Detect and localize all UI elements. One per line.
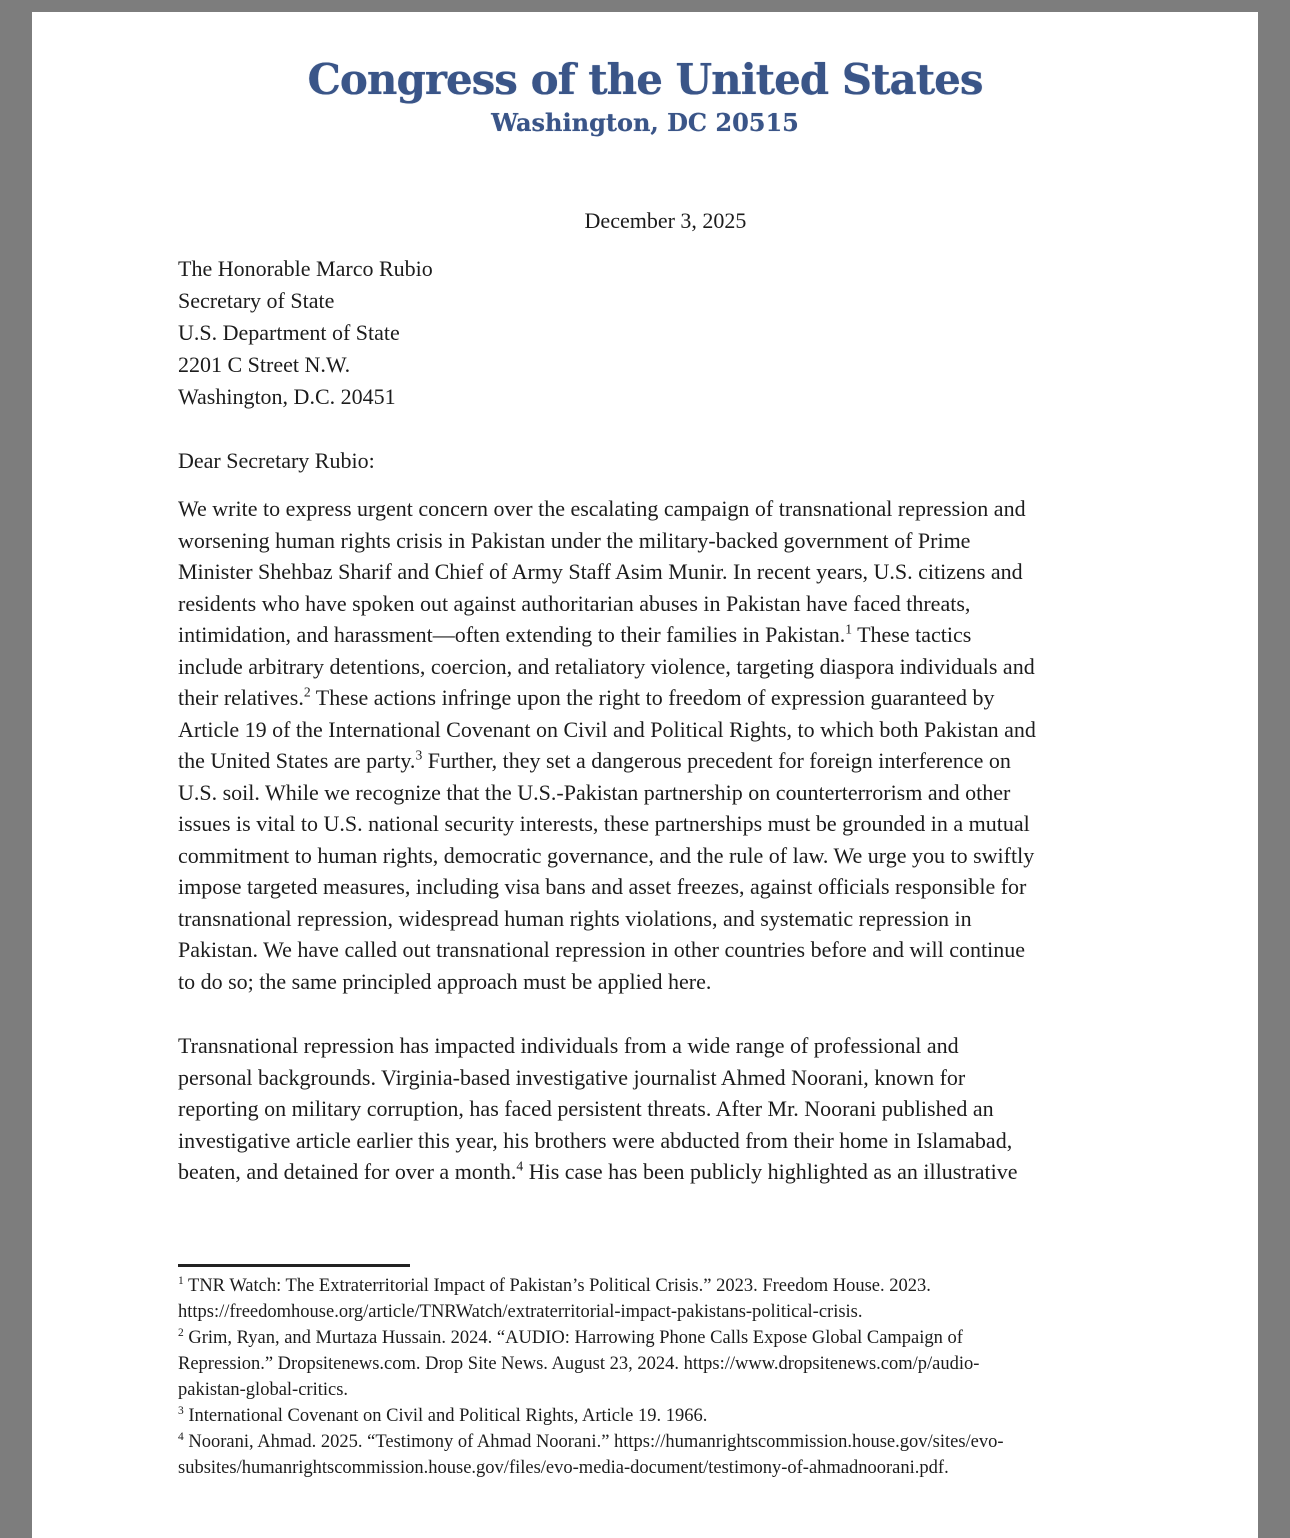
text-line: $^4$ Noorani, Ahmad. 2025. “Testimony of Ahmad Noorani.” https://humanrightscommission.house.gov/sites/evo- bbox=[178, 1430, 1004, 1452]
body-paragraph-1 bbox=[178, 493, 1153, 997]
text-line: worsening human rights crisis in Pakistan under the military-backed government of Prime bbox=[178, 527, 971, 553]
footnotes-block bbox=[178, 1273, 1153, 1481]
letterhead-title: Congress of the United States bbox=[307, 55, 983, 104]
date: December 3, 2025 bbox=[584, 208, 747, 233]
text-line: The Honorable Marco Rubio bbox=[178, 256, 433, 281]
text-line: transnational repression, widespread human rights violations, and systematic repression in bbox=[178, 905, 972, 931]
recipient-address-block bbox=[178, 253, 1153, 413]
text-line: intimidation, and harassment—often extending to their families in Pakistan.$^1$ These tactics bbox=[178, 621, 972, 647]
text-line: U.S. soil. While we recognize that the U.S.-Pakistan partnership on counterterrorism and other bbox=[178, 779, 1011, 805]
text-line: beaten, and detained for over a month.$^4$ His case has been publicly highlighted as an illustrative bbox=[178, 1158, 1018, 1184]
footnote-marker: 4 bbox=[516, 1158, 524, 1174]
text-line: investigative article earlier this year, his brothers were abducted from their home in Islamabad, bbox=[178, 1127, 1013, 1153]
text-line: Repression.” Dropsitenews.com. Drop Site News. August 23, 2024. https://www.dropsitenews.com/p/audio- bbox=[178, 1353, 980, 1374]
footnote-marker: 1 bbox=[178, 1274, 184, 1287]
body-paragraph-2 bbox=[178, 1030, 1153, 1188]
letter-page bbox=[32, 12, 1258, 1538]
text-line: reporting on military corruption, has faced persistent threats. After Mr. Noorani published an bbox=[178, 1096, 994, 1121]
text-line: Pakistan. We have called out transnational repression in other countries before and will continue bbox=[178, 937, 1026, 962]
text-line: Secretary of State bbox=[178, 288, 335, 313]
text-line: Article 19 of the International Covenant on Civil and Political Rights, to which both Pakistan and bbox=[178, 716, 1036, 742]
letter-body bbox=[178, 205, 1153, 1481]
text-line: include arbitrary detentions, coercion, and retaliatory violence, targeting diaspora individuals and bbox=[178, 653, 1035, 679]
text-line: subsites/humanrightscommission.house.gov/files/evo-media-document/testimony-of-ahmadnoorani.pdf. bbox=[178, 1457, 949, 1478]
text-line: U.S. Department of State bbox=[178, 320, 400, 345]
footnote-marker: 2 bbox=[178, 1326, 184, 1339]
footnote-marker: 3 bbox=[415, 747, 423, 763]
text-line: 2201 C Street N.W. bbox=[178, 352, 351, 377]
text-line: Transnational repression has impacted individuals from a wide range of professional and bbox=[178, 1033, 959, 1058]
text-line: the United States are party.$^3$ Further, they set a dangerous precedent for foreign interference on bbox=[178, 747, 1011, 773]
salutation: Dear Secretary Rubio: bbox=[178, 448, 375, 473]
text-line: impose targeted measures, including visa bans and asset freezes, against officials responsible for bbox=[178, 874, 1027, 899]
footnote-marker: 3 bbox=[178, 1404, 184, 1417]
text-line: Washington, D.C. 20451 bbox=[178, 384, 396, 409]
text-line: $^2$ Grim, Ryan, and Murtaza Hussain. 2024. “AUDIO: Harrowing Phone Calls Expose Global Campaign of bbox=[178, 1326, 963, 1348]
text-line: personal backgrounds. Virginia-based investigative journalist Ahmed Noorani, known for bbox=[178, 1064, 966, 1090]
footnote-separator bbox=[178, 1264, 410, 1267]
text-line: residents who have spoken out against authoritarian abuses in Pakistan have faced threats, bbox=[178, 590, 971, 616]
text-line: $^3$ International Covenant on Civil and Political Rights, Article 19. 1966. bbox=[178, 1404, 708, 1426]
text-line: their relatives.$^2$ These actions infringe upon the right to freedom of expression guaranteed by bbox=[178, 684, 995, 710]
text-line: We write to express urgent concern over the escalating campaign of transnational repression and bbox=[178, 496, 1026, 521]
letterhead-subtitle: Washington, DC 20515 bbox=[491, 108, 799, 137]
footnote-marker: 1 bbox=[845, 621, 853, 637]
text-line: to do so; the same principled approach must be applied here. bbox=[178, 968, 712, 994]
text-line: $^1$ TNR Watch: The Extraterritorial Impact of Pakistan’s Political Crisis.” 2023. Freedom House. 2023. bbox=[178, 1274, 931, 1296]
text-line: commitment to human rights, democratic governance, and the rule of law. We urge you to swiftly bbox=[178, 842, 1035, 868]
text-line: issues is vital to U.S. national security interests, these partnerships must be grounded in a mutual bbox=[178, 811, 1030, 836]
text-line: https://freedomhouse.org/article/TNRWatch/extraterritorial-impact-pakistans-political-crisis. bbox=[178, 1301, 863, 1322]
text-line: pakistan-global-critics. bbox=[178, 1379, 349, 1400]
letterhead bbox=[32, 56, 1258, 138]
text-line: Minister Shehbaz Sharif and Chief of Army Staff Asim Munir. In recent years, U.S. citizens and bbox=[178, 559, 1023, 584]
footnote-marker: 4 bbox=[178, 1430, 184, 1443]
footnote-marker: 2 bbox=[303, 684, 311, 700]
